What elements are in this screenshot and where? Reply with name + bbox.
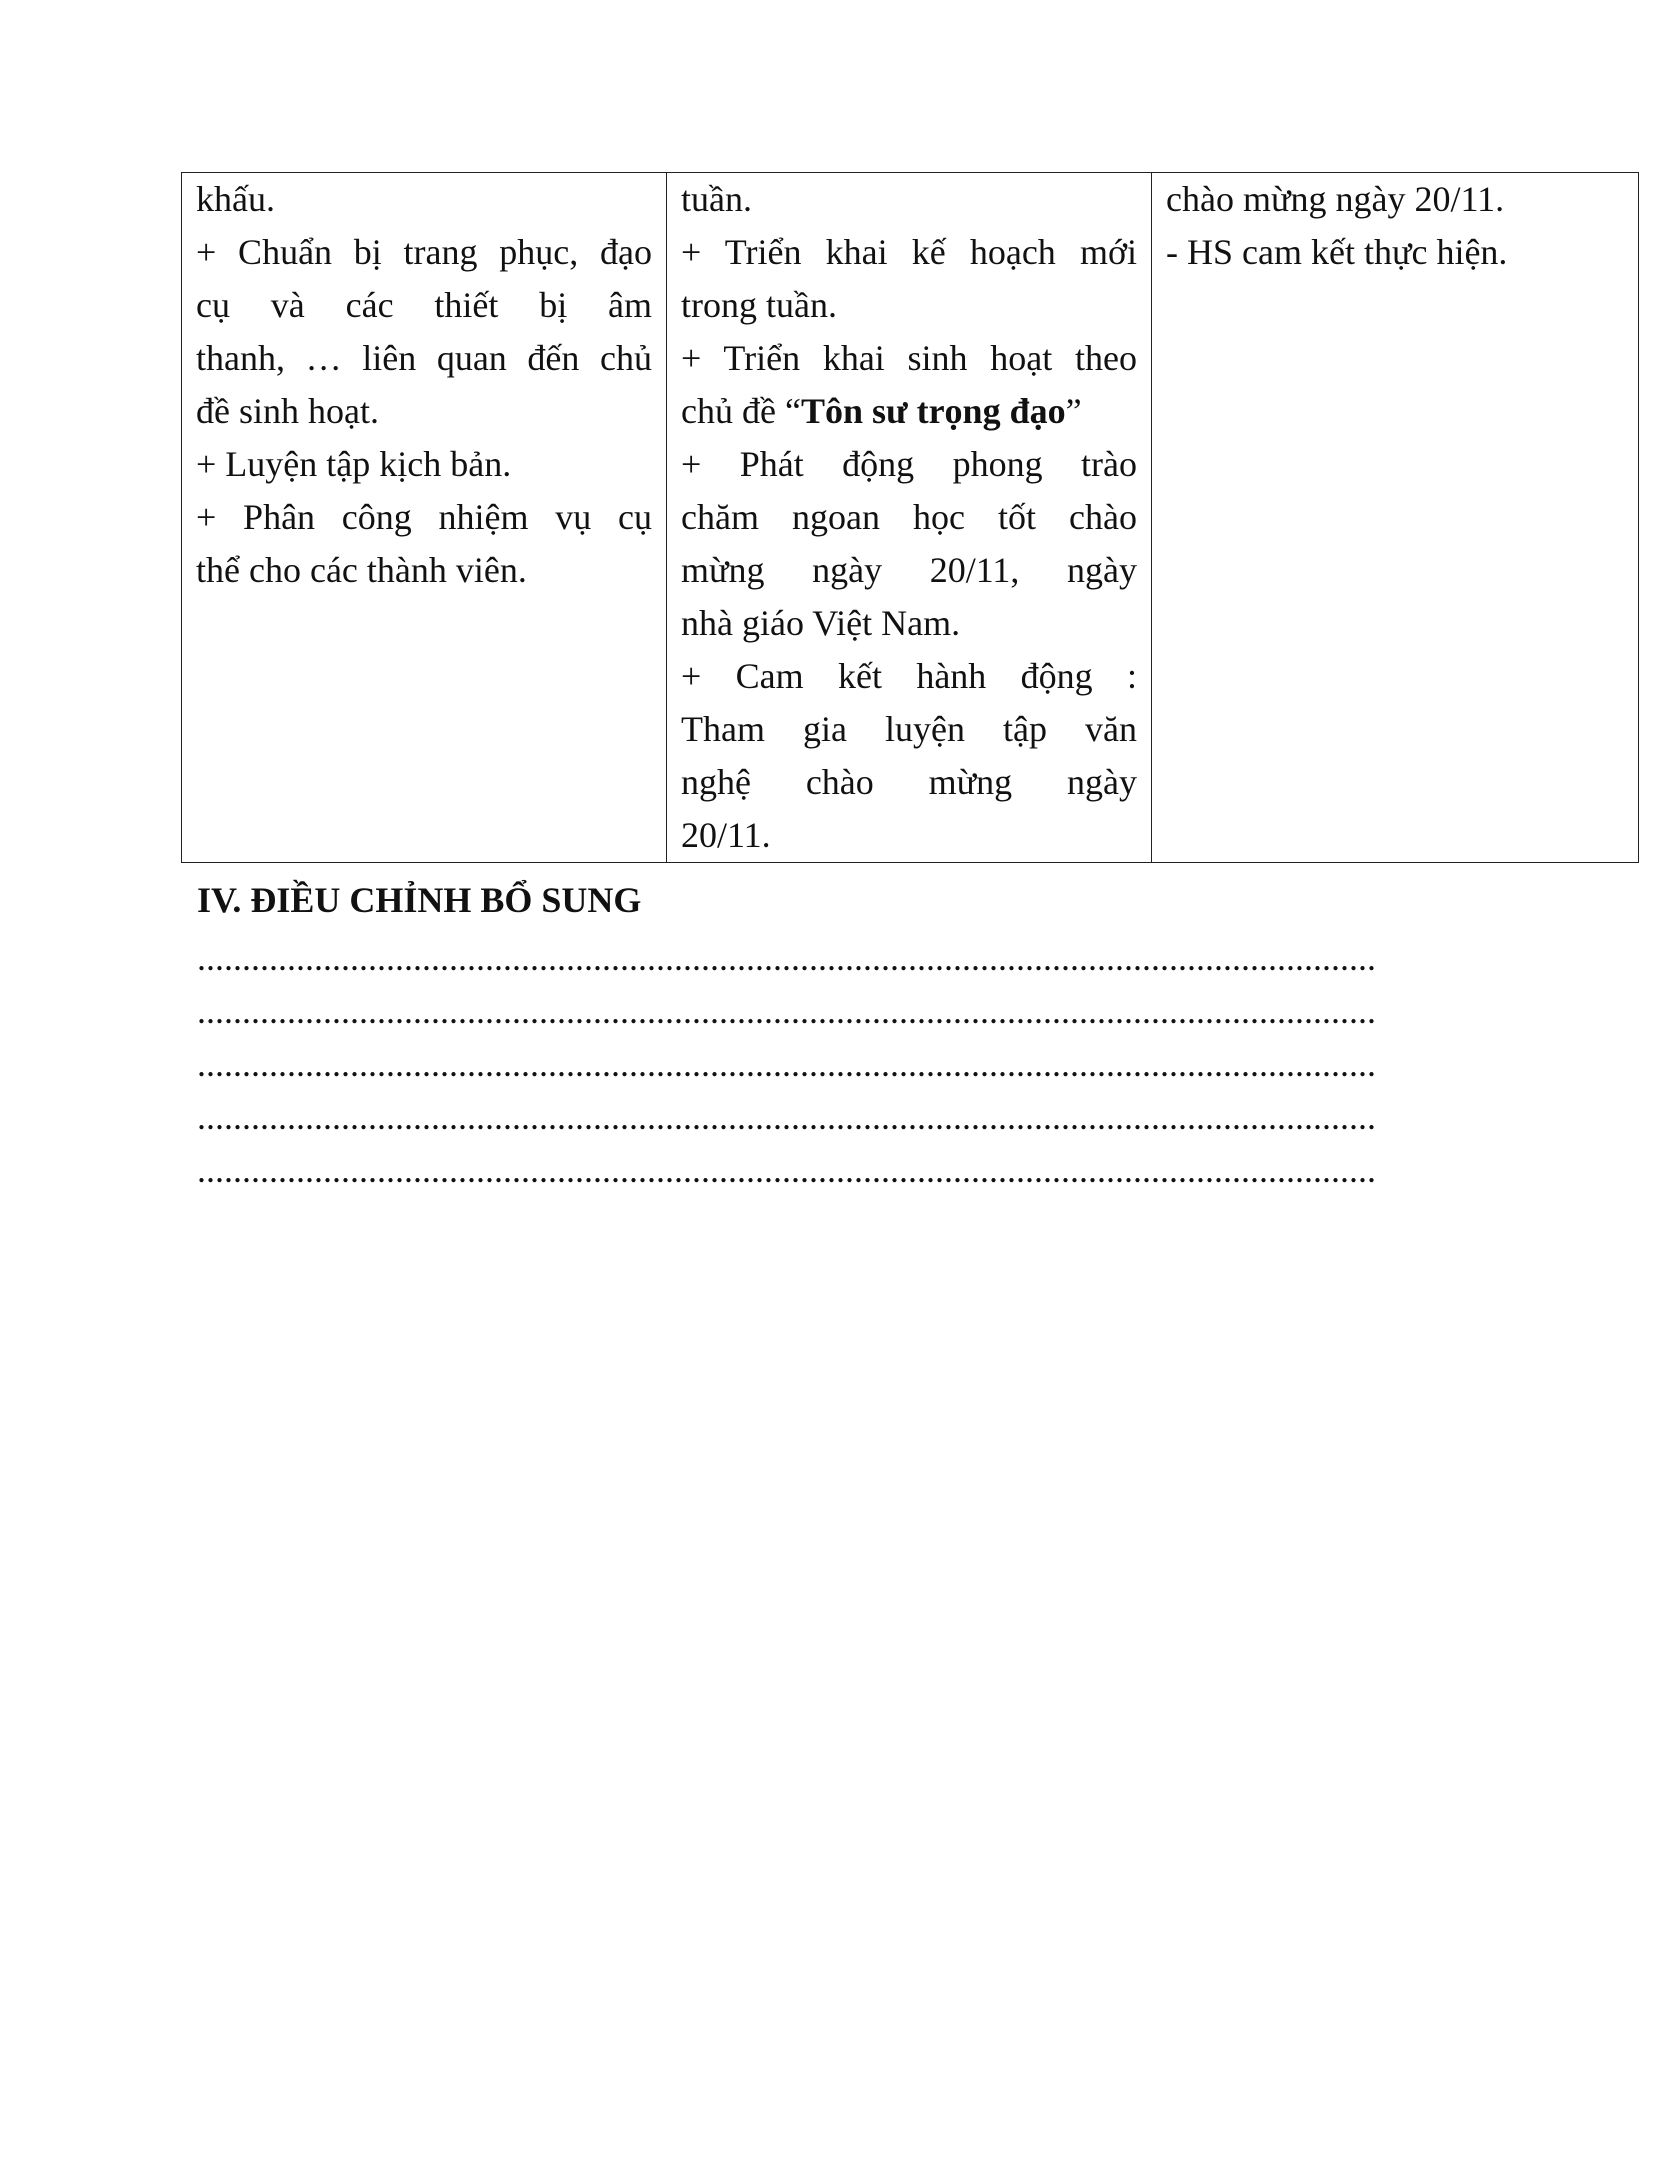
topic-title: Tôn sư trọng đạo (800, 391, 1066, 431)
dotted-line: ................................................................................................................................... (197, 938, 1376, 978)
table-cell-preparation (182, 173, 667, 863)
dotted-lines (197, 932, 1533, 1197)
cell-line: nghệ chào mừng ngày (681, 762, 1137, 802)
section-title: IV. ĐIỀU CHỈNH BỔ SUNG (197, 880, 642, 920)
cell-line: chào mừng ngày 20/11. (1166, 179, 1505, 219)
cell-line: trong tuần. (681, 285, 837, 325)
cell-line: thể cho các thành viên. (196, 550, 527, 590)
cell-line: cụ và các thiết bị âm (196, 285, 652, 325)
cell-line: chăm ngoan học tốt chào (681, 497, 1137, 537)
cell-line: Tham gia luyện tập văn (681, 709, 1137, 749)
cell-line: + Luyện tập kịch bản. (196, 444, 512, 484)
cell-line: + Phân công nhiệm vụ cụ (196, 497, 652, 537)
cell-line: - HS cam kết thực hiện. (1166, 232, 1508, 272)
topic-line: chủ đề “Tôn sư trọng đạo” (681, 391, 1082, 431)
cell-line: thanh, … liên quan đến chủ (196, 338, 652, 378)
activity-table (181, 172, 1639, 863)
cell-line: tuần. (681, 179, 752, 219)
table-cell-activities (667, 173, 1152, 863)
cell-line: + Chuẩn bị trang phục, đạo (196, 232, 652, 272)
cell-line: mừng ngày 20/11, ngày (681, 550, 1137, 590)
cell-line: đề sinh hoạt. (196, 391, 379, 431)
cell-line: nhà giáo Việt Nam. (681, 603, 961, 643)
dotted-line: ................................................................................................................................... (197, 991, 1376, 1031)
dotted-line: ................................................................................................................................... (197, 1097, 1376, 1137)
cell-line: + Phát động phong trào (681, 444, 1137, 484)
cell-line: + Triển khai kế hoạch mới (681, 232, 1137, 272)
dotted-line: ................................................................................................................................... (197, 1044, 1376, 1084)
cell-line: khấu. (196, 179, 275, 219)
cell-line: 20/11. (681, 815, 771, 855)
cell-line: + Triển khai sinh hoạt theo (681, 338, 1137, 378)
dotted-line: ................................................................................................................................... (197, 1150, 1376, 1190)
table-row (182, 173, 1639, 863)
table-cell-commitment (1152, 173, 1639, 863)
cell-line: + Cam kết hành động : (681, 656, 1137, 696)
